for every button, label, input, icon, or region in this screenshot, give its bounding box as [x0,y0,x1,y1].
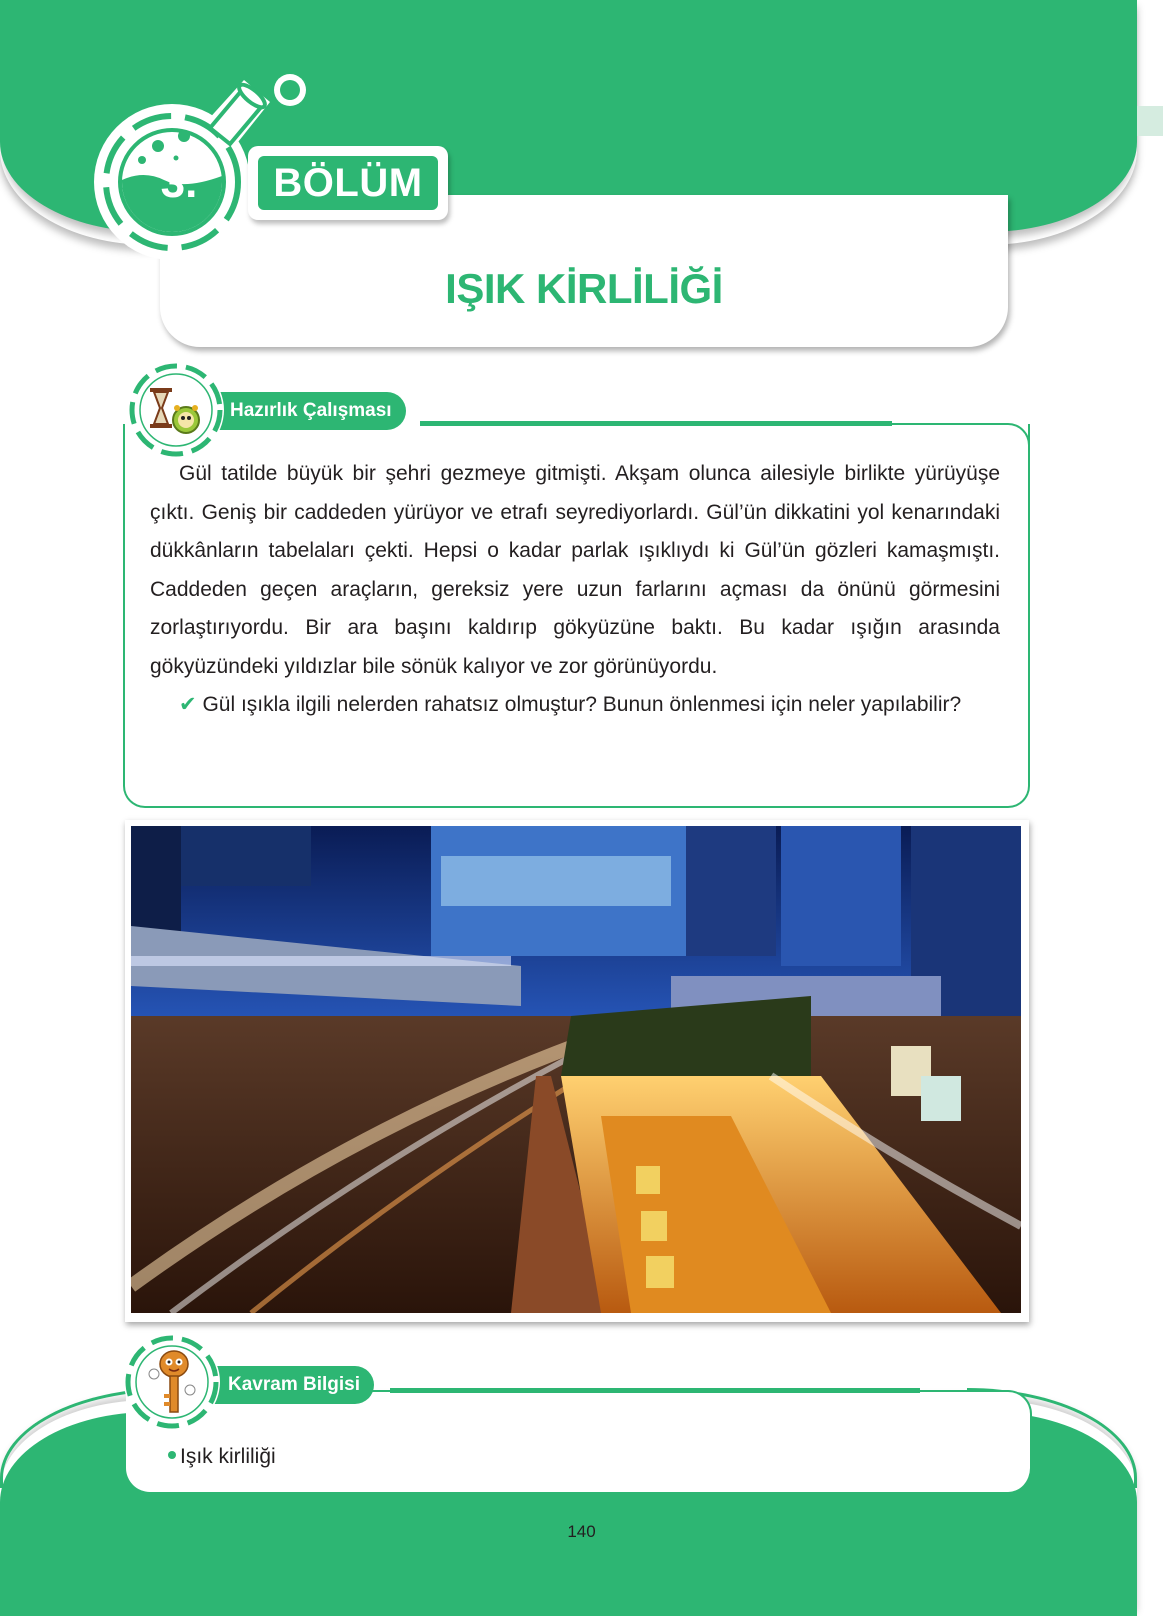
chapter-label-box [248,146,448,220]
concept-icon-circle [124,1334,220,1430]
concept-header-rule [390,1388,920,1393]
city-night-photo [131,826,1021,1313]
concept-box [126,1390,1032,1492]
chapter-number: 3. [160,158,198,207]
question-text: Gül ışıkla ilgili nelerden rahatsız olmuştur? Bunun önlenmesi için neler yapılabilir? [202,693,962,716]
key-mascot-icon [124,1334,220,1430]
hourglass-clock-mascot-icon [128,362,224,458]
prep-text [150,455,1000,725]
prep-header-rule [420,421,892,426]
story-paragraph: Gül tatilde büyük bir şehri gezmeye gitmişti. Akşam olunca ailesiyle birlikte yürüyüşe çıktı. Geniş bir caddeden yürüyor ve etrafı seyrediyorlardı. Gül’ün dikkatini yol kenarındaki dükkânların tabelaları çekti. Hepsi o kadar parlak ışıklıydı ki Gül’ün gözleri kamaşmıştı. Caddeden geçen araçların, gereksiz yere uzun farlarını açması da önünü görmesini zorlaştırıyordu. Bir ara başını kaldırıp gökyüzüne baktı. Bu kadar ışığın arasında gökyüzündeki yıldızlar bile sönük kalıyor ve zor görünüyordu. [150,462,1000,678]
prep-box-corner [892,423,1030,447]
bullet-icon [168,1451,176,1459]
photo-frame [125,820,1029,1322]
chapter-label: BÖLÜM [258,156,438,210]
prep-section-label: Hazırlık Çalışması [206,392,406,430]
page-title: IŞIK KİRLİLİĞİ [445,265,723,312]
side-tab-marker [1137,106,1163,136]
concept-list-item [168,1445,276,1469]
page-number: 140 [567,1522,596,1541]
concept-section-label: Kavram Bilgisi [204,1366,374,1404]
city-night-illustration [131,826,1021,1313]
concept-term: Işık kirliliği [180,1445,276,1468]
prep-icon-circle [128,362,224,458]
checkmark-icon: ✔ [179,693,197,716]
question-paragraph [150,686,1000,725]
